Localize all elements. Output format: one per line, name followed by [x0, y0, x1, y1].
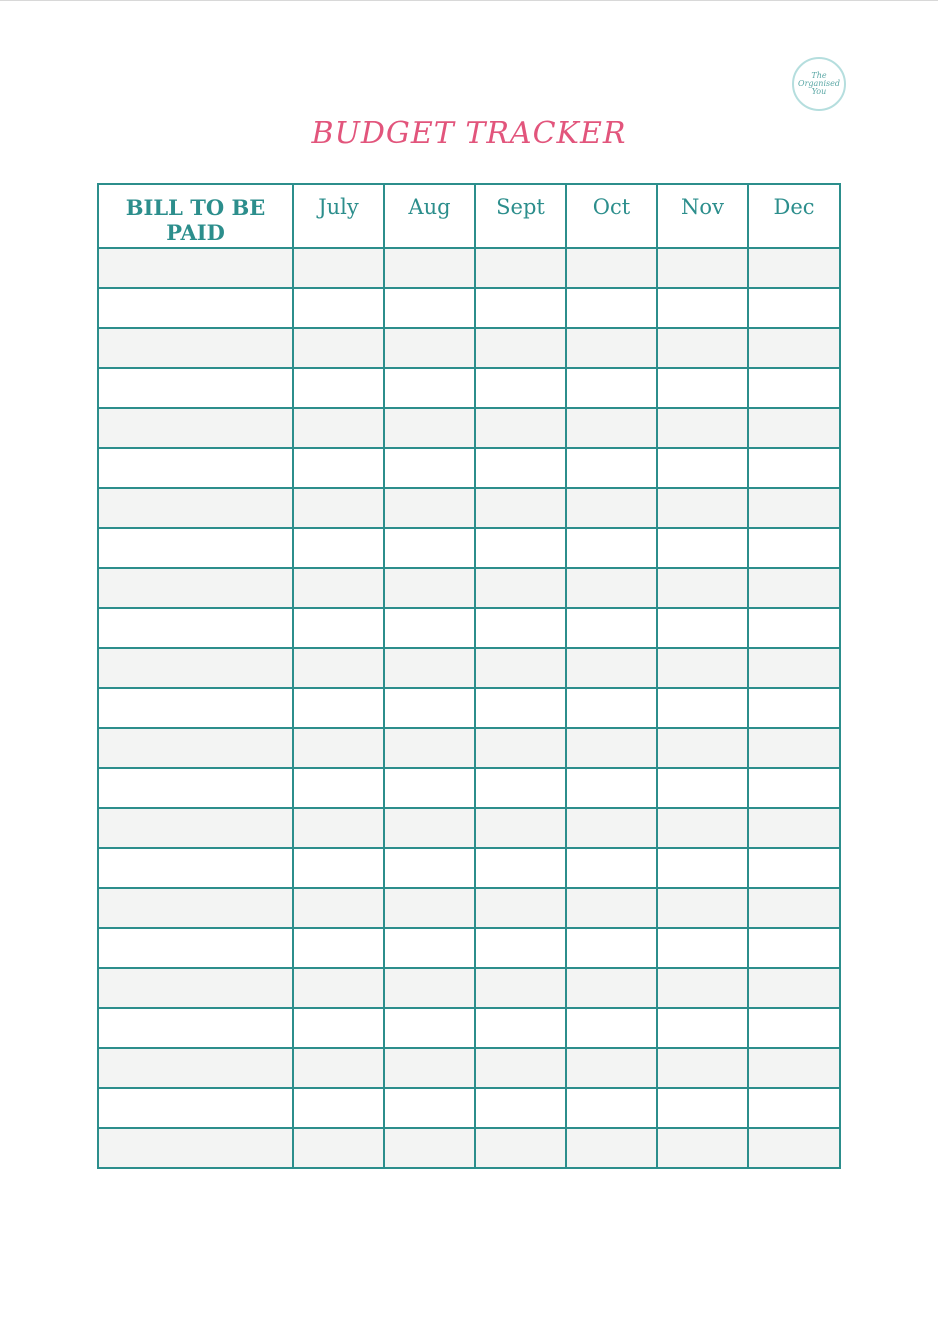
month-cell[interactable] — [748, 888, 840, 928]
month-cell[interactable] — [657, 288, 748, 328]
month-cell[interactable] — [475, 288, 566, 328]
month-cell[interactable] — [384, 328, 475, 368]
month-cell[interactable] — [748, 768, 840, 808]
month-cell[interactable] — [566, 608, 657, 648]
month-cell[interactable] — [475, 1128, 566, 1168]
month-cell[interactable] — [475, 488, 566, 528]
bill-cell[interactable] — [98, 328, 293, 368]
month-cell[interactable] — [748, 648, 840, 688]
month-cell[interactable] — [657, 968, 748, 1008]
month-cell[interactable] — [566, 288, 657, 328]
month-cell[interactable] — [293, 328, 384, 368]
header-month-july: July — [293, 184, 384, 248]
month-cell[interactable] — [748, 368, 840, 408]
month-cell[interactable] — [384, 968, 475, 1008]
bill-cell[interactable] — [98, 968, 293, 1008]
table-row — [98, 968, 840, 1008]
table-row — [98, 648, 840, 688]
month-cell[interactable] — [566, 968, 657, 1008]
logo-line: You — [811, 87, 827, 96]
month-cell[interactable] — [293, 528, 384, 568]
month-cell[interactable] — [475, 1048, 566, 1088]
month-cell[interactable] — [748, 1048, 840, 1088]
bill-cell[interactable] — [98, 528, 293, 568]
month-cell[interactable] — [293, 728, 384, 768]
header-month-dec: Dec — [748, 184, 840, 248]
month-cell[interactable] — [657, 1008, 748, 1048]
table-row — [98, 288, 840, 328]
month-cell[interactable] — [657, 1088, 748, 1128]
table-row — [98, 568, 840, 608]
month-cell[interactable] — [657, 888, 748, 928]
month-cell[interactable] — [384, 1048, 475, 1088]
table-row — [98, 328, 840, 368]
month-cell[interactable] — [748, 728, 840, 768]
logo-line: Organised — [798, 79, 840, 88]
month-cell[interactable] — [475, 368, 566, 408]
month-cell[interactable] — [748, 528, 840, 568]
month-cell[interactable] — [384, 288, 475, 328]
table-row — [98, 728, 840, 768]
month-cell[interactable] — [293, 448, 384, 488]
table-row — [98, 848, 840, 888]
month-cell[interactable] — [748, 848, 840, 888]
month-cell[interactable] — [657, 928, 748, 968]
month-cell[interactable] — [293, 1088, 384, 1128]
logo-text — [798, 72, 840, 96]
table-row — [98, 408, 840, 448]
month-cell[interactable] — [657, 848, 748, 888]
month-cell[interactable] — [384, 688, 475, 728]
month-cell[interactable] — [475, 568, 566, 608]
month-cell[interactable] — [748, 1088, 840, 1128]
month-cell[interactable] — [384, 408, 475, 448]
month-cell[interactable] — [384, 768, 475, 808]
month-cell[interactable] — [657, 648, 748, 688]
month-cell[interactable] — [475, 448, 566, 488]
month-cell[interactable] — [657, 528, 748, 568]
month-cell[interactable] — [657, 448, 748, 488]
month-cell[interactable] — [657, 568, 748, 608]
month-cell[interactable] — [566, 488, 657, 528]
month-cell[interactable] — [566, 448, 657, 488]
bill-cell[interactable] — [98, 608, 293, 648]
table-row — [98, 488, 840, 528]
bill-cell[interactable] — [98, 408, 293, 448]
header-month-oct: Oct — [566, 184, 657, 248]
month-cell[interactable] — [748, 488, 840, 528]
month-cell[interactable] — [293, 768, 384, 808]
month-cell[interactable] — [566, 1128, 657, 1168]
month-cell[interactable] — [384, 368, 475, 408]
month-cell[interactable] — [293, 488, 384, 528]
table-row — [98, 928, 840, 968]
logo-line: The — [811, 71, 827, 80]
month-cell[interactable] — [748, 808, 840, 848]
month-cell[interactable] — [475, 688, 566, 728]
table-body — [98, 248, 840, 1168]
table-row — [98, 528, 840, 568]
table-row — [98, 368, 840, 408]
month-cell[interactable] — [657, 1048, 748, 1088]
table-row — [98, 448, 840, 488]
month-cell[interactable] — [384, 448, 475, 488]
month-cell[interactable] — [748, 568, 840, 608]
bill-cell[interactable] — [98, 808, 293, 848]
month-cell[interactable] — [475, 968, 566, 1008]
table-row — [98, 1128, 840, 1168]
month-cell[interactable] — [657, 248, 748, 288]
month-cell[interactable] — [657, 328, 748, 368]
month-cell[interactable] — [566, 328, 657, 368]
bill-cell[interactable] — [98, 288, 293, 328]
month-cell[interactable] — [475, 608, 566, 648]
month-cell[interactable] — [748, 328, 840, 368]
month-cell[interactable] — [475, 248, 566, 288]
month-cell[interactable] — [384, 608, 475, 648]
bill-cell[interactable] — [98, 648, 293, 688]
bill-cell[interactable] — [98, 1008, 293, 1048]
month-cell[interactable] — [475, 408, 566, 448]
month-cell[interactable] — [566, 568, 657, 608]
month-cell[interactable] — [475, 528, 566, 568]
month-cell[interactable] — [566, 528, 657, 568]
month-cell[interactable] — [384, 568, 475, 608]
bill-cell[interactable] — [98, 728, 293, 768]
month-cell[interactable] — [384, 928, 475, 968]
month-cell[interactable] — [293, 928, 384, 968]
month-cell[interactable] — [293, 968, 384, 1008]
bill-cell[interactable] — [98, 568, 293, 608]
month-cell[interactable] — [475, 328, 566, 368]
month-cell[interactable] — [475, 648, 566, 688]
month-cell[interactable] — [748, 928, 840, 968]
month-cell[interactable] — [384, 648, 475, 688]
month-cell[interactable] — [566, 648, 657, 688]
month-cell[interactable] — [293, 608, 384, 648]
table-row — [98, 888, 840, 928]
month-cell[interactable] — [384, 528, 475, 568]
month-cell[interactable] — [384, 728, 475, 768]
month-cell[interactable] — [566, 408, 657, 448]
month-cell[interactable] — [384, 248, 475, 288]
month-cell[interactable] — [293, 888, 384, 928]
month-cell[interactable] — [657, 688, 748, 728]
month-cell[interactable] — [566, 768, 657, 808]
month-cell[interactable] — [566, 728, 657, 768]
month-cell[interactable] — [566, 688, 657, 728]
month-cell[interactable] — [384, 888, 475, 928]
month-cell[interactable] — [566, 1008, 657, 1048]
month-cell[interactable] — [748, 408, 840, 448]
page-title: BUDGET TRACKER — [311, 116, 627, 151]
header-month-nov: Nov — [657, 184, 748, 248]
month-cell[interactable] — [293, 288, 384, 328]
month-cell[interactable] — [748, 1008, 840, 1048]
month-cell[interactable] — [293, 248, 384, 288]
month-cell[interactable] — [475, 728, 566, 768]
month-cell[interactable] — [657, 368, 748, 408]
month-cell[interactable] — [384, 848, 475, 888]
table-row — [98, 808, 840, 848]
month-cell[interactable] — [748, 248, 840, 288]
bill-cell[interactable] — [98, 448, 293, 488]
month-cell[interactable] — [566, 888, 657, 928]
header-month-sept: Sept — [475, 184, 566, 248]
month-cell[interactable] — [657, 728, 748, 768]
month-cell[interactable] — [566, 928, 657, 968]
month-cell[interactable] — [384, 1088, 475, 1128]
month-cell[interactable] — [475, 808, 566, 848]
bill-cell[interactable] — [98, 248, 293, 288]
month-cell[interactable] — [475, 1008, 566, 1048]
month-cell[interactable] — [566, 368, 657, 408]
month-cell[interactable] — [475, 1088, 566, 1128]
month-cell[interactable] — [384, 1128, 475, 1168]
month-cell[interactable] — [748, 448, 840, 488]
bill-cell[interactable] — [98, 1128, 293, 1168]
month-cell[interactable] — [475, 768, 566, 808]
bill-cell[interactable] — [98, 768, 293, 808]
budget-table — [97, 183, 841, 1169]
table-row — [98, 1008, 840, 1048]
month-cell[interactable] — [475, 888, 566, 928]
bill-cell[interactable] — [98, 928, 293, 968]
month-cell[interactable] — [293, 568, 384, 608]
month-cell[interactable] — [293, 688, 384, 728]
month-cell[interactable] — [475, 928, 566, 968]
month-cell[interactable] — [293, 1048, 384, 1088]
header-row — [98, 184, 840, 248]
month-cell[interactable] — [566, 848, 657, 888]
month-cell[interactable] — [293, 368, 384, 408]
bill-cell[interactable] — [98, 1048, 293, 1088]
month-cell[interactable] — [293, 408, 384, 448]
month-cell[interactable] — [657, 408, 748, 448]
bill-cell[interactable] — [98, 848, 293, 888]
month-cell[interactable] — [384, 1008, 475, 1048]
month-cell[interactable] — [748, 608, 840, 648]
table-row — [98, 608, 840, 648]
header-month-aug: Aug — [384, 184, 475, 248]
month-cell[interactable] — [293, 808, 384, 848]
table-row — [98, 768, 840, 808]
month-cell[interactable] — [293, 848, 384, 888]
bill-cell[interactable] — [98, 488, 293, 528]
month-cell[interactable] — [293, 1128, 384, 1168]
month-cell[interactable] — [566, 248, 657, 288]
month-cell[interactable] — [748, 688, 840, 728]
bill-cell[interactable] — [98, 1088, 293, 1128]
month-cell[interactable] — [657, 1128, 748, 1168]
month-cell[interactable] — [384, 488, 475, 528]
month-cell[interactable] — [657, 808, 748, 848]
month-cell[interactable] — [475, 848, 566, 888]
bill-cell[interactable] — [98, 888, 293, 928]
month-cell[interactable] — [748, 1128, 840, 1168]
month-cell[interactable] — [657, 608, 748, 648]
top-divider — [0, 0, 938, 1]
table-row — [98, 1088, 840, 1128]
month-cell[interactable] — [748, 288, 840, 328]
table-row — [98, 1048, 840, 1088]
month-cell[interactable] — [566, 1088, 657, 1128]
month-cell[interactable] — [566, 1048, 657, 1088]
month-cell[interactable] — [748, 968, 840, 1008]
month-cell[interactable] — [293, 648, 384, 688]
bill-cell[interactable] — [98, 688, 293, 728]
month-cell[interactable] — [566, 808, 657, 848]
table-row — [98, 248, 840, 288]
header-bill-to-be-paid: BILL TO BE PAID — [98, 184, 293, 248]
month-cell[interactable] — [657, 768, 748, 808]
table-row — [98, 688, 840, 728]
month-cell[interactable] — [384, 808, 475, 848]
brand-logo — [792, 57, 846, 111]
month-cell[interactable] — [657, 488, 748, 528]
month-cell[interactable] — [293, 1008, 384, 1048]
bill-cell[interactable] — [98, 368, 293, 408]
